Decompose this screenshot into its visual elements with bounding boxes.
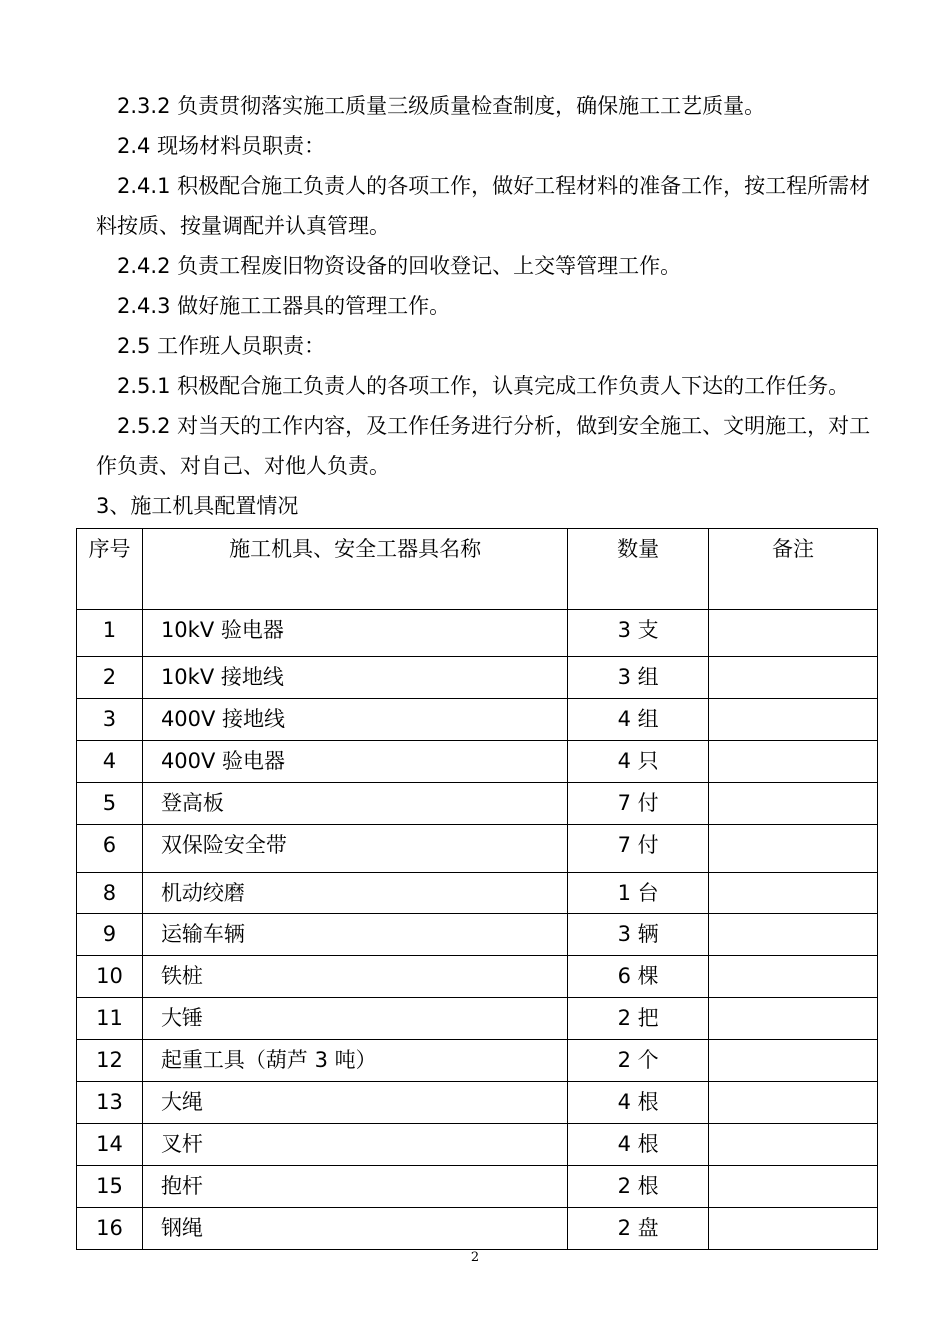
cell-name: 铁桩 bbox=[142, 956, 567, 998]
cell-note bbox=[709, 741, 878, 783]
cell-name: 起重工具（葫芦 3 吨） bbox=[142, 1040, 567, 1082]
cell-no: 12 bbox=[77, 1040, 143, 1082]
cell-qty: 3 支 bbox=[568, 610, 709, 657]
paragraph-2-4-1: 2.4.1 积极配合施工负责人的各项工作，做好工程材料的准备工作，按工程所需材料按质、按量调配并认真管理。 bbox=[96, 174, 871, 238]
cell-note bbox=[709, 873, 878, 914]
cell-name: 叉杆 bbox=[142, 1124, 567, 1166]
cell-name: 机动绞磨 bbox=[142, 873, 567, 914]
cell-note bbox=[709, 610, 878, 657]
table-row bbox=[77, 1082, 878, 1124]
cell-no: 1 bbox=[77, 610, 143, 657]
cell-name: 400V 验电器 bbox=[142, 741, 567, 783]
cell-qty: 4 组 bbox=[568, 699, 709, 741]
table-row bbox=[77, 657, 878, 699]
cell-no: 5 bbox=[77, 783, 143, 825]
cell-qty: 7 付 bbox=[568, 825, 709, 873]
cell-qty: 3 组 bbox=[568, 657, 709, 699]
cell-note bbox=[709, 1166, 878, 1208]
cell-qty: 6 棵 bbox=[568, 956, 709, 998]
cell-note bbox=[709, 1040, 878, 1082]
cell-no: 16 bbox=[77, 1208, 143, 1250]
cell-note bbox=[709, 914, 878, 956]
cell-no: 13 bbox=[77, 1082, 143, 1124]
cell-qty: 2 个 bbox=[568, 1040, 709, 1082]
cell-no: 10 bbox=[77, 956, 143, 998]
table-row bbox=[77, 610, 878, 657]
table-row bbox=[77, 783, 878, 825]
cell-note bbox=[709, 1124, 878, 1166]
paragraph-2-4-2: 2.4.2 负责工程废旧物资设备的回收登记、上交等管理工作。 bbox=[117, 254, 682, 278]
cell-qty: 4 只 bbox=[568, 741, 709, 783]
cell-note bbox=[709, 998, 878, 1040]
cell-no: 4 bbox=[77, 741, 143, 783]
cell-qty: 2 把 bbox=[568, 998, 709, 1040]
cell-qty: 4 根 bbox=[568, 1124, 709, 1166]
cell-note bbox=[709, 825, 878, 873]
table-row bbox=[77, 1040, 878, 1082]
cell-no: 3 bbox=[77, 699, 143, 741]
paragraph-2-3-2: 2.3.2 负责贯彻落实施工质量三级质量检查制度，确保施工工艺质量。 bbox=[117, 94, 766, 118]
cell-name: 10kV 接地线 bbox=[142, 657, 567, 699]
table-row bbox=[77, 998, 878, 1040]
table-header-row bbox=[77, 529, 878, 610]
cell-name: 登高板 bbox=[142, 783, 567, 825]
cell-no: 9 bbox=[77, 914, 143, 956]
page-number: 2 bbox=[470, 1250, 480, 1265]
paragraph-2-5-1: 2.5.1 积极配合施工负责人的各项工作，认真完成工作负责人下达的工作任务。 bbox=[117, 374, 850, 398]
cell-note bbox=[709, 1208, 878, 1250]
table-row bbox=[77, 873, 878, 914]
cell-name: 双保险安全带 bbox=[142, 825, 567, 873]
paragraph-2-4-3: 2.4.3 做好施工工器具的管理工作。 bbox=[117, 294, 451, 318]
cell-note bbox=[709, 699, 878, 741]
table-row bbox=[77, 1124, 878, 1166]
cell-name: 400V 接地线 bbox=[142, 699, 567, 741]
header-name: 施工机具、安全工器具名称 bbox=[142, 529, 567, 610]
cell-no: 8 bbox=[77, 873, 143, 914]
table-row bbox=[77, 956, 878, 998]
table-row bbox=[77, 699, 878, 741]
paragraph-2-5-2: 2.5.2 对当天的工作内容，及工作任务进行分析，做到安全施工、文明施工，对工作负责、对自己、对他人负责。 bbox=[96, 414, 871, 478]
cell-qty: 2 盘 bbox=[568, 1208, 709, 1250]
cell-name: 钢绳 bbox=[142, 1208, 567, 1250]
cell-qty: 4 根 bbox=[568, 1082, 709, 1124]
cell-name: 大锤 bbox=[142, 998, 567, 1040]
header-note: 备注 bbox=[709, 529, 878, 610]
paragraph-2-4: 2.4 现场材料员职责： bbox=[117, 134, 326, 158]
table-row bbox=[77, 914, 878, 956]
cell-note bbox=[709, 783, 878, 825]
cell-qty: 7 付 bbox=[568, 783, 709, 825]
cell-no: 6 bbox=[77, 825, 143, 873]
section-heading: 3、施工机具配置情况 bbox=[96, 494, 299, 518]
header-no: 序号 bbox=[77, 529, 143, 610]
table-row bbox=[77, 825, 878, 873]
cell-qty: 1 台 bbox=[568, 873, 709, 914]
table-row bbox=[77, 741, 878, 783]
cell-no: 14 bbox=[77, 1124, 143, 1166]
cell-qty: 3 辆 bbox=[568, 914, 709, 956]
cell-no: 2 bbox=[77, 657, 143, 699]
cell-qty: 2 根 bbox=[568, 1166, 709, 1208]
cell-note bbox=[709, 1082, 878, 1124]
cell-no: 11 bbox=[77, 998, 143, 1040]
cell-name: 10kV 验电器 bbox=[142, 610, 567, 657]
cell-name: 抱杆 bbox=[142, 1166, 567, 1208]
cell-note bbox=[709, 956, 878, 998]
equipment-table bbox=[76, 528, 878, 1250]
cell-name: 运输车辆 bbox=[142, 914, 567, 956]
table-row bbox=[77, 1208, 878, 1250]
header-qty: 数量 bbox=[568, 529, 709, 610]
cell-no: 15 bbox=[77, 1166, 143, 1208]
paragraph-2-5: 2.5 工作班人员职责： bbox=[117, 334, 326, 358]
table-row bbox=[77, 1166, 878, 1208]
cell-name: 大绳 bbox=[142, 1082, 567, 1124]
cell-note bbox=[709, 657, 878, 699]
